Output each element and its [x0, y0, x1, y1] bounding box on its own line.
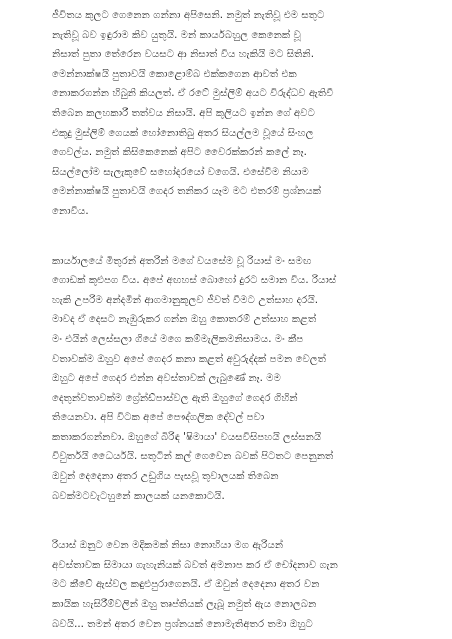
text-line: නොවීය. [52, 205, 89, 217]
text-line: ජීවිතය කුලට ගෙනෙන ගන්නා අපිසෙනි. නමුත් නැතිවූ එම සතුට [52, 10, 325, 21]
text-line: මෙන්නාක්ෂයි පුතාවයි කොළොම්බ එක්කගෙන ආවත් එක [52, 68, 297, 80]
text-line: අවස්තාවක සිමායා ගැහැනියක් බවත් අමනාප කර ඒ චෝදනාව ගැන [52, 559, 338, 571]
text-line: බවක්මටවැටහුනේ කාලයක් යනකොටයි. [52, 490, 225, 502]
text-line: නිසාත් පුතා තේරෙන වයසට ආ නිසාත් විය හැකියි මට සිතිනි. [52, 49, 315, 61]
text-line: මෙන්නාක්ෂයි පුතාවයි ගෙදර තනිකර යෑම මට එතරම් ප්‍රශ්නයක් [52, 186, 322, 198]
text-line: වතාවක්ම ඔහුව අපේ ගෙදර කනා කළත් අවුරුද්දක් පමන වෙලත් [52, 353, 327, 365]
text-line: ඔවුන් දෙදෙනා අතර උඩුගිය පැසවූ තුවාලයක් තිබෙන [52, 471, 279, 483]
text-line: නැතිවූ බව ඉඳුරාම කිව යුතුයි. මන් කාර්යබහුල කෙනෙක් වූ [52, 29, 301, 41]
text-line: තියෙනවා. අපි විටක අපේ පෞද්ගලික දේවල් පවා [52, 412, 265, 424]
text-line: ගෙවල්ය. නමුත් කිසිකෙනෙක් අපිට වෛරක්කරන් කලේ නෑ. [52, 147, 307, 159]
text-line: කතාකරගන්නවා. ඔහුගේ බිරිඳ 'ෂිමායා' වයසවිසිපහයි ලස්සනයි [52, 431, 322, 443]
text-line: ඔහුට අපේ ගෙදර එන්න අවස්තාවක් ලැබුණේ නෑ. මම [52, 373, 281, 385]
text-line: බවයි... තමන් අතර වෙන ප්‍රශ්නයක් නොමැතිඅතර තමා ඔහුට [52, 618, 313, 630]
text-line: එකුදු මුස්ලිම් ගෙයක් හෝනොතිබු අතර සියල්ලම වූයේ සිංහල [52, 127, 314, 139]
paragraph-3 [52, 536, 416, 634]
paragraph-2 [52, 252, 416, 507]
text-line: මං එයින් ලෙස්සලා ගියේ මගෙ කම්මැලිකමනිසාමය. මං කීප [52, 333, 304, 345]
text-line: දෙතුන්වතාවක්ම ග්‍රේන්ඩ්පාස්වල ඇති ඔහුගේ ගෙදර ගිහින් [52, 392, 298, 404]
text-line: රියාස් ඔනුට වෙන මදිකමක් නිසා නොහියා මග ඇරියන් [52, 540, 284, 552]
text-line: කායික හැසිරීම්වලින් ඔහු තෘප්තියක් ලැබූ නමුත් ඇය නොලබන [52, 599, 317, 611]
text-line: මාවද ඒ දෙසට නැඹුරුකර ගන්න ඔහු කොතරම් උත්සාහ කළත් [52, 314, 317, 326]
paragraph-1 [52, 6, 416, 222]
text-line: මට කීවේ ඇස්වල කඳුළුපුරාගෙනයි. ඒ ඔවුන් දෙදෙනා අතර වන [52, 579, 320, 591]
text-line: සියල්ලෝම සැලැකුවේ සහෝදරයෝ වගෙයි. එසේවීම නියාම [52, 166, 309, 178]
text-line: නොකරගන්න හිබුනි කියලත්. ඒ රටේ මුස්ලිම් අයට විරුද්ධව ඇතිවී [52, 88, 334, 100]
text-line: තිබෙන කලහකාරී තත්වය නිසායි. අපි කුලියට ඉන්න ගේ අවට [52, 107, 316, 119]
text-line: කාර්යාලයේ මිතුරන් අතරින් මගේ වයසේම වූ රියාස් මං සමඟ [52, 255, 312, 267]
text-line: හැකි උපරිම අන්දමින් ආගමානුකූලව ජීවත් වීමට උත්සාහ දරයි. [52, 294, 319, 306]
text-line: විවුර්තයි ධෛර්යයි. සතුටින් කල් ගෙවෙන බවක් පිටතට පෙනුනත් [52, 451, 334, 463]
text-line: ගොඩක් කුළුපග විය. අපේ අඟහස් බොහෝ දුරට සමාන විය. රියාස් [52, 275, 337, 287]
